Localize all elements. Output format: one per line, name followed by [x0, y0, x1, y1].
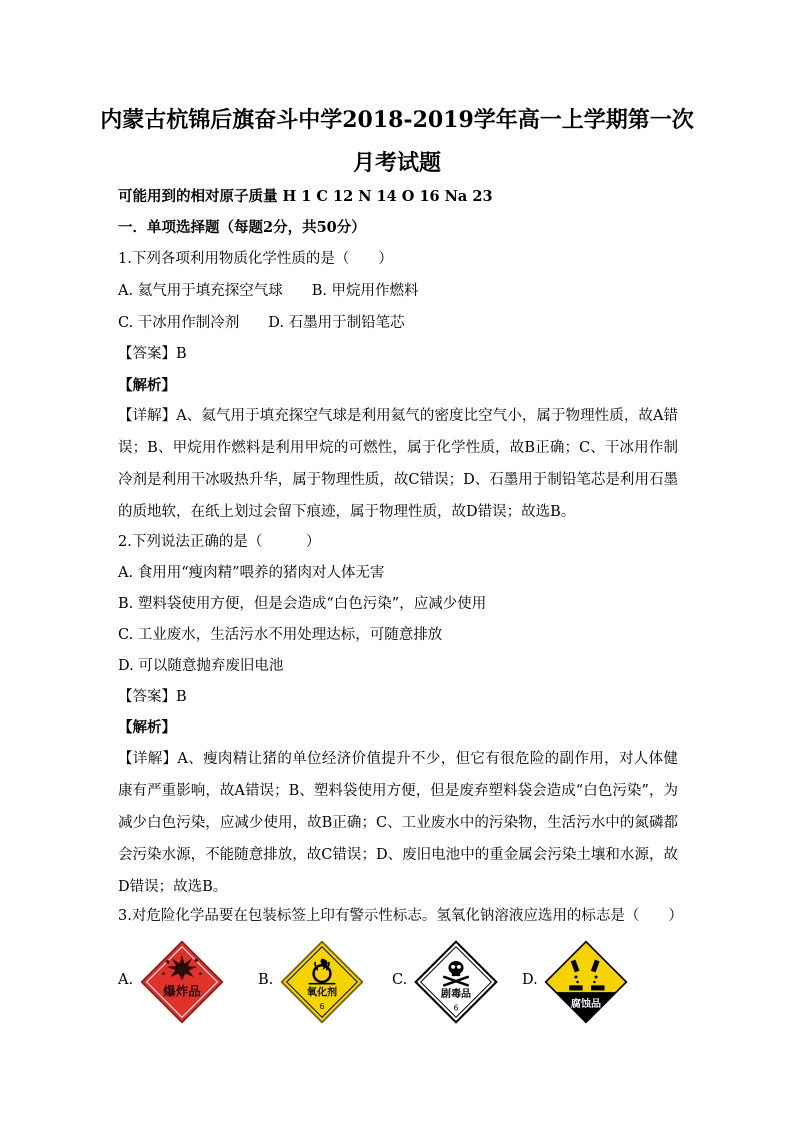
explosive-sign-icon	[140, 940, 224, 1024]
q1-options-row2: C. 干冰用作制冷剂 D. 石墨用于制铅笔芯	[118, 315, 405, 331]
q2-analysis-label: 【解析】	[118, 719, 176, 736]
atomic-masses: 可能用到的相对原子质量 H 1 C 12 N 14 O 16 Na 23	[118, 188, 493, 205]
corrosive-sign-icon	[544, 940, 628, 1024]
q2-option-c: C. 工业废水，生活污水不用处理达标，可随意排放	[118, 627, 443, 643]
q1-stem: 1.下列各项利用物质化学性质的是（ ）	[118, 251, 393, 267]
q3-option-a-label: A.	[118, 972, 134, 988]
q2-stem: 2.下列说法正确的是（ ）	[118, 534, 321, 550]
q3-option-c-label: C.	[392, 972, 408, 988]
q2-option-b: B. 塑料袋使用方便，但是会造成“白色污染”，应减少使用	[118, 596, 487, 612]
toxic-sign-text: 剧毒品	[440, 989, 472, 1001]
page-title-line2: 月考试题	[352, 150, 441, 176]
oxidizer-sign-icon	[280, 940, 364, 1024]
section-heading: 一．单项选择题（每题2分，共50分）	[118, 219, 366, 236]
q1-analysis-label: 【解析】	[118, 377, 176, 394]
q3-stem: 3.对危险化学品要在包装标签上印有警示性标志。氢氧化钠溶液应选用的标志是（ ）	[118, 908, 683, 924]
q1-options-row1: A. 氦气用于填充探空气球 B. 甲烷用作燃料	[118, 283, 419, 299]
q1-answer: 【答案】B	[118, 346, 187, 362]
corrosive-sign-text: 腐蚀品	[570, 999, 602, 1011]
q2-answer: 【答案】B	[118, 689, 187, 705]
q3-options	[118, 940, 678, 1024]
q3-option-b-label: B.	[258, 972, 274, 988]
page-title-line1: 内蒙古杭锦后旗奋斗中学2018-2019学年高一上学期第一次	[100, 107, 694, 133]
oxidizer-sign-text: 氧化剂	[306, 987, 338, 999]
toxic-sign-number: 6	[453, 1003, 459, 1013]
toxic-sign-icon	[414, 940, 498, 1024]
q2-option-d: D. 可以随意抛弃废旧电池	[118, 658, 284, 674]
q2-detail: 【详解】A、瘦肉精让猪的单位经济价值提升不少，但它有很危险的副作用，对人体健康有严重影响，故A错误；B、塑料袋使用方便，但是废弃塑料袋会造成“白色污染”，为减少白色污染，应减少使用，故B正确；C、工业废水中的污染物，生活污水中的氮磷都会污染水源，不能随意排放，故C错误；D、废旧电池中的重金属会污染土壤和水源，故D错误；故选B。	[118, 751, 678, 895]
q1-detail: 【详解】A、氦气用于填充探空气球是利用氦气的密度比空气小，属于物理性质，故A错误；B、甲烷用作燃料是利用甲烷的可燃性，属于化学性质，故B正确；C、干冰用作制冷剂是利用干冰吸热升华，属于物理性质，故C错误；D、石墨用于制铅笔芯是利用石墨的质地软，在纸上划过会留下痕迹，属于物理性质，故D错误；故选B。	[118, 408, 678, 520]
explosive-sign-text: 爆炸品	[163, 983, 201, 999]
q3-option-d-label: D.	[522, 972, 538, 988]
q2-option-a: A. 食用用“瘦肉精”喂养的猪肉对人体无害	[118, 565, 385, 581]
oxidizer-sign-number: 6	[319, 1001, 325, 1011]
